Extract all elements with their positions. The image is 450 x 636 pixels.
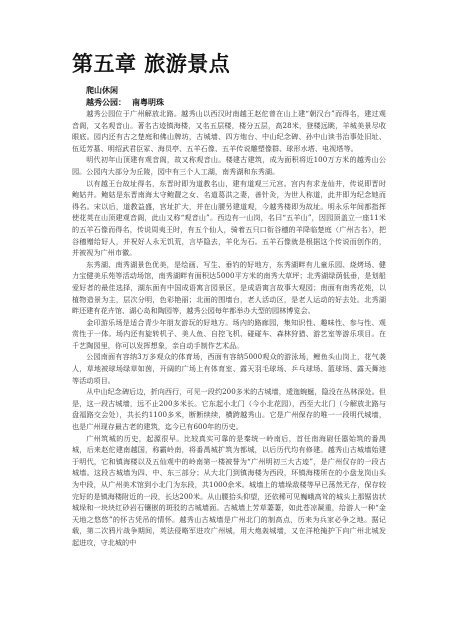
chapter-title: 第五章 旅游景点: [72, 51, 231, 76]
paragraph: 东秀湖、南秀湖景色优美，是绘画、写生、垂钓的好地方，东秀湖畔有儿童乐园、烧烤场、健力宝健美乐苑等活动场馆，南秀湖畔有面积达5000平方米的南秀大草坪；北秀湖绿荫低垂，是划船爱好者的最佳选择，湖东面有中国成语寓言园景区，是成语寓言故事大观园；南面有南秀花苑，以植物造景为主，层次分明，色彩艳丽；北面的围墙台，老人活动区，是老人运动的好去处。北秀湖畔还建有花卉馆、湖心岛和陶园等，越秀公园每年都举办大型的园林博览会。: [72, 259, 386, 316]
paragraph: 明代初年山顶建有观音阁，故又称观音山。楼建古建筑，成为面积将近100万方米的越秀山公园。公园内大部分为丘陵，园中有三个人工湖，南秀湖和东秀湖。: [72, 155, 386, 176]
paragraph: 公园南面有容纳3万多观众的体育场，西面有容纳5000观众的游泳场，鲤鱼头山岗上，花气袭人，草地被球场绿草如茵，开阔的广场上有体育室、露天羽毛球场、乒乓球场、篮球场、露天舞池等活动项目。: [72, 352, 386, 385]
section-title: 爬山休闲: [86, 85, 118, 95]
subsection-heading: [86, 97, 164, 108]
paragraph: 越秀公园位于广州解放北路。越秀山以西汉时南越王赵佗曾在山上建“朝汉台”而得名，建过观音阁，又名观音山。著名古迹镇海楼，又名五层楼，楼分五层，高28米，登楼远眺，羊城美景尽收眼底。园内还有古之楚庭和佛山牌坊，古城墙、四方炮台、中山纪念碑、孙中山读书治事处旧址、伍廷芳墓、明绍武君臣冢、海员亭、五羊石像、五羊传说雕塑像群、球形水塔、电视塔等。: [72, 109, 386, 153]
subsection-title: 南粤明珠: [132, 97, 164, 107]
body-text: [72, 108, 386, 549]
subsection-label: 越秀公园：: [86, 97, 126, 107]
paragraph: 从中山纪念碑后边，折向西行，可见一段约200多米的古城墙，逶迤蜿蜒，隐没在丛林深处。但是，这一段古城墙，远不止200多米长。它东起小北门（今小北花园），西至大北门（今解放北路与盘福路交会处），共长约1100多米，断断续续，横跨越秀山。它是广州保存的唯一一段明代城墙，也是广州现存最古老的建筑，迄今已有600年的历史。: [72, 387, 386, 432]
paragraph: 以有越王台故址得名，东晋时即为道教名山，建有道观三元宫。宫内有求龙仙井，传说即晋时鲍姑井。鲍姑是东晋南海太守鲍靓之女、名道葛洪之妻，善针灸，为世人称道，此井即为纪念她而得名。宋以后，道教益盛，宫址扩大，并在山腰另建道观，今越秀楼即为故址。明永乐年间都指挥使花英在山顶建观音阁，此山又称“观音山”。西边有一山岗，名曰“五羊山”，因园顶盖立一座11米的五羊石像而得名，传说周夷王时，有五个仙人，骑着五只口衔谷穗的羊降临楚庭（广州古名），把谷穗赠给好人，并祝好人永无饥荒，言毕隐去，羊化为石。五羊石像就是根据这个传说而创作的，并被视为广州市徽。: [72, 178, 386, 258]
paragraph: 广州筑城的历史，起源很早。比较真实可靠的是秦统一岭南后，首任南海尉任嚣始筑的番禺城，后来赵佗建南越国，称霸岭南，将番禺城扩筑为都城，以后历代均有修建。越秀山古城墙始建于明代，它和镇海楼以及五仙观中的岭南第一楼被誉为“广州明初三大古迹”，是广州仅存的一段古城墙。这段古城墙为四、中、东三部分；从大北门到镇海楼为西段，环镇海楼所在的小盘龙岗山头为中段，从广州美术馆到小北门为东段，共1000余米。城墙上的墙垛敌楼等早已荡然无存，保存较完好的是镇海楼附近的一段，长达200米。从山腰拾头仰望，还依稀可见巍峨高耸的城头上那锯齿状城垛和一块块红砂岩石镶嵌的斑驳的古城墙面。古城墙上芳草萋萋，如此苍凉凝重，给游人一种“金天地之悠悠”的怀古凭吊的情怀。越秀山古城墙是广州北门的制高点，历来为兵家必争之地。据记载，第二次鸦片战争期间，英法侵略军进攻广州城，用大炮轰城墙，又在洋枪掩护下向广州北城发起进攻，守北城的中: [72, 433, 386, 547]
paragraph: 金印游乐场是适合青少年朋友游玩的好地方。场内的路廊园，集知识性、趣味性、参与性、观赏性于一体。场内还有旋转机子、美人鱼、自控飞机、碰碰车、森林狩猎、游艺室等游乐项目。在千艺陶园里，你可以发挥想象，亲自动手制作艺术品。: [72, 317, 386, 350]
